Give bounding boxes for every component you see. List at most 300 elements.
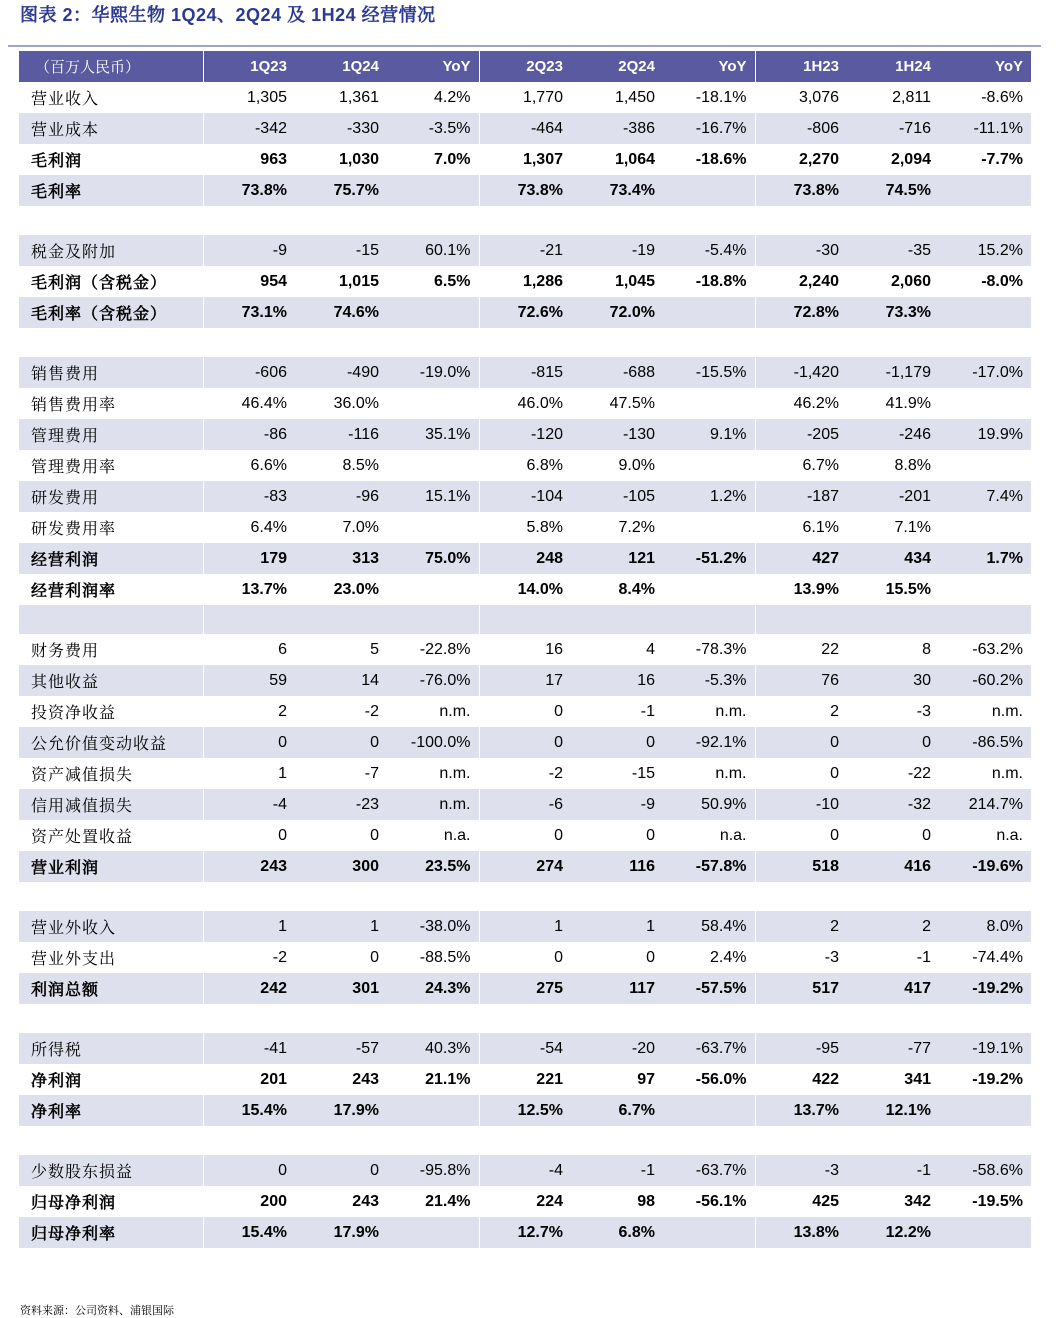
table-row: [19, 696, 1031, 727]
cell-value: n.a.: [387, 820, 479, 851]
table-row: [19, 388, 1031, 419]
cell-value: [939, 1095, 1031, 1126]
cell-value: [295, 328, 387, 357]
cell-value: [663, 1004, 755, 1033]
cell-value: 1,305: [246, 88, 287, 106]
cell-value: 1,286: [522, 272, 563, 290]
header-unit: （百万人民币）: [19, 51, 203, 82]
row-label: 销售费用: [19, 357, 203, 388]
cell-value: [387, 1126, 479, 1155]
cell-value: 46.4%: [241, 394, 287, 412]
cell-value: 0: [370, 826, 379, 844]
cell-value: 8.8%: [894, 456, 931, 474]
cell-value: -1,420: [755, 357, 847, 388]
cell-value: -10: [755, 789, 847, 820]
cell-value: -86: [203, 419, 295, 450]
header-1h23: 1H23: [755, 51, 847, 82]
cell-value: -15.5%: [663, 357, 755, 388]
cell-value: 15.5%: [885, 580, 931, 598]
table-row: [19, 665, 1031, 696]
row-label: 所得税: [19, 1033, 203, 1064]
table-row: [19, 297, 1031, 328]
cell-value: [479, 1126, 571, 1155]
cell-value: 15.4%: [203, 1095, 295, 1126]
cell-value: 1: [479, 911, 571, 942]
cell-value: 425: [812, 1192, 839, 1210]
cell-value: [387, 1217, 479, 1248]
cell-value: -21: [479, 235, 571, 266]
cell-value: 5: [370, 640, 379, 658]
cell-value: 6.1%: [802, 518, 839, 536]
cell-value: [755, 1126, 847, 1155]
cell-value: -18.8%: [663, 266, 755, 297]
cell-value: 0: [479, 727, 571, 758]
cell-value: 518: [755, 851, 847, 882]
cell-value: n.m.: [663, 696, 755, 727]
cell-value: [387, 1004, 479, 1033]
cell-value: -57.5%: [663, 973, 755, 1004]
cell-value: 73.3%: [847, 297, 939, 328]
row-label: 毛利润: [19, 144, 203, 175]
cell-value: [755, 882, 847, 911]
cell-value: 1,015: [338, 272, 379, 290]
cell-value: -3: [916, 702, 931, 720]
cell-value: 179: [203, 543, 295, 574]
table-row: [19, 727, 1031, 758]
cell-value: 46.0%: [517, 394, 563, 412]
table-row: [19, 266, 1031, 297]
table-row: [19, 144, 1031, 175]
spacer-row: [19, 1126, 1031, 1155]
cell-value: 2: [278, 702, 287, 720]
cell-value: -63.7%: [663, 1033, 755, 1064]
cell-value: 963: [260, 150, 287, 168]
spacer-row: [19, 328, 1031, 357]
cell-value: [663, 605, 755, 634]
cell-value: -35: [847, 235, 939, 266]
cell-value: 1: [571, 911, 663, 942]
spacer-row: [19, 1004, 1031, 1033]
cell-value: [755, 328, 847, 357]
cell-value: 6.5%: [387, 266, 479, 297]
row-label: 研发费用率: [19, 512, 203, 543]
cell-value: -2: [364, 702, 379, 720]
cell-value: 15.4%: [203, 1217, 295, 1248]
cell-value: -606: [203, 357, 295, 388]
source-note: 资料来源：公司资料、浦银国际: [20, 1305, 174, 1317]
cell-value: 73.8%: [479, 175, 571, 206]
cell-value: 224: [536, 1192, 563, 1210]
row-label: 投资净收益: [19, 696, 203, 727]
cell-value: 6.6%: [250, 456, 287, 474]
cell-value: -86.5%: [939, 727, 1031, 758]
cell-value: [571, 605, 663, 634]
cell-value: [571, 1126, 663, 1155]
cell-value: [295, 1004, 387, 1033]
cell-value: 73.8%: [755, 175, 847, 206]
cell-value: -19.0%: [387, 357, 479, 388]
cell-value: [203, 328, 295, 357]
cell-value: -1: [916, 948, 931, 966]
cell-value: 416: [847, 851, 939, 882]
cell-value: -76.0%: [387, 665, 479, 696]
cell-value: 248: [479, 543, 571, 574]
cell-value: [387, 605, 479, 634]
cell-value: 116: [571, 851, 663, 882]
cell-value: [939, 450, 1031, 481]
cell-value: 6.8%: [526, 456, 563, 474]
table-row: [19, 758, 1031, 789]
row-label: 经营利润: [19, 543, 203, 574]
header-2q23: 2Q23: [479, 51, 571, 82]
cell-value: -815: [479, 357, 571, 388]
cell-value: -22: [907, 764, 931, 782]
cell-value: [847, 1126, 939, 1155]
cell-value: [939, 882, 1031, 911]
cell-value: -20: [571, 1033, 663, 1064]
cell-value: 1: [203, 911, 295, 942]
table-row: [19, 512, 1031, 543]
cell-value: 1,361: [338, 88, 379, 106]
cell-value: -4: [479, 1155, 571, 1186]
cell-value: -2: [272, 948, 287, 966]
cell-value: [295, 206, 387, 235]
cell-value: 0: [295, 727, 387, 758]
cell-value: 341: [904, 1070, 931, 1088]
cell-value: 7.0%: [342, 518, 379, 536]
cell-value: -19.5%: [972, 1192, 1023, 1210]
row-label: 信用减值损失: [19, 789, 203, 820]
row-label: 管理费用率: [19, 450, 203, 481]
cell-value: -7: [364, 764, 379, 782]
cell-value: -8.0%: [981, 272, 1023, 290]
cell-value: [295, 882, 387, 911]
table-row: [19, 820, 1031, 851]
cell-value: [847, 882, 939, 911]
table-row: [19, 543, 1031, 574]
cell-value: -83: [203, 481, 295, 512]
cell-value: [571, 206, 663, 235]
cell-value: -30: [755, 235, 847, 266]
row-label: [19, 882, 203, 911]
row-label: [19, 1126, 203, 1155]
cell-value: 1: [278, 764, 287, 782]
cell-value: 36.0%: [333, 394, 379, 412]
cell-value: -1,179: [847, 357, 939, 388]
cell-value: 7.4%: [939, 481, 1031, 512]
cell-value: [939, 206, 1031, 235]
table-row: [19, 942, 1031, 973]
cell-value: 200: [260, 1192, 287, 1210]
spacer-row: [19, 206, 1031, 235]
cell-value: [939, 328, 1031, 357]
cell-value: -130: [571, 419, 663, 450]
cell-value: [295, 605, 387, 634]
cell-value: 342: [904, 1192, 931, 1210]
table-row: [19, 82, 1031, 113]
cell-value: 1,307: [522, 150, 563, 168]
row-label: 毛利率（含税金）: [19, 297, 203, 328]
cell-value: -7.7%: [981, 150, 1023, 168]
cell-value: 0: [203, 727, 295, 758]
cell-value: 60.1%: [387, 235, 479, 266]
cell-value: 1,770: [522, 88, 563, 106]
cell-value: [663, 1126, 755, 1155]
cell-value: -15: [295, 235, 387, 266]
cell-value: 73.1%: [203, 297, 295, 328]
table-row: [19, 235, 1031, 266]
cell-value: 2,270: [798, 150, 839, 168]
cell-value: 4.2%: [387, 82, 479, 113]
row-label: 净利润: [19, 1064, 203, 1095]
cell-value: [479, 605, 571, 634]
cell-value: 13.9%: [793, 580, 839, 598]
cell-value: 214.7%: [939, 789, 1031, 820]
cell-value: [479, 328, 571, 357]
row-label: 资产处置收益: [19, 820, 203, 851]
cell-value: -3: [824, 948, 839, 966]
cell-value: -19.2%: [939, 973, 1031, 1004]
row-label: 营业利润: [19, 851, 203, 882]
cell-value: 35.1%: [387, 419, 479, 450]
cell-value: [571, 328, 663, 357]
header-yoy-q2: YoY: [663, 51, 755, 82]
cell-value: 517: [755, 973, 847, 1004]
cell-value: 0: [554, 948, 563, 966]
cell-value: 13.7%: [241, 580, 287, 598]
cell-value: 74.5%: [847, 175, 939, 206]
cell-value: 1,045: [614, 272, 655, 290]
cell-value: [663, 1095, 755, 1126]
cell-value: [939, 1004, 1031, 1033]
row-label: 净利率: [19, 1095, 203, 1126]
cell-value: 3,076: [798, 88, 839, 106]
cell-value: 22: [821, 640, 839, 658]
cell-value: 16: [571, 665, 663, 696]
cell-value: [387, 328, 479, 357]
cell-value: 21.1%: [387, 1064, 479, 1095]
cell-value: [939, 512, 1031, 543]
cell-value: 2: [830, 702, 839, 720]
header-1q24: 1Q24: [295, 51, 387, 82]
cell-value: -74.4%: [972, 948, 1023, 966]
row-label: 营业外收入: [19, 911, 203, 942]
cell-value: -32: [847, 789, 939, 820]
cell-value: [663, 297, 755, 328]
cell-value: -330: [295, 113, 387, 144]
cell-value: [663, 388, 755, 419]
cell-value: -100.0%: [387, 727, 479, 758]
cell-value: [479, 1004, 571, 1033]
cell-value: -806: [755, 113, 847, 144]
cell-value: -490: [295, 357, 387, 388]
table-row: [19, 973, 1031, 1004]
cell-value: -19.2%: [972, 1070, 1023, 1088]
cell-value: [663, 574, 755, 605]
cell-value: 15.1%: [387, 481, 479, 512]
cell-value: -716: [847, 113, 939, 144]
cell-value: [663, 882, 755, 911]
cell-value: -105: [571, 481, 663, 512]
cell-value: 0: [554, 826, 563, 844]
cell-value: -77: [847, 1033, 939, 1064]
cell-value: 2,811: [892, 88, 931, 106]
cell-value: 0: [295, 1155, 387, 1186]
table-row: [19, 419, 1031, 450]
cell-value: 76: [755, 665, 847, 696]
cell-value: -2: [548, 764, 563, 782]
row-label: 经营利润率: [19, 574, 203, 605]
cell-value: [479, 206, 571, 235]
cell-value: [663, 175, 755, 206]
row-label: 公允价值变动收益: [19, 727, 203, 758]
cell-value: n.m.: [991, 764, 1023, 782]
row-label: 其他收益: [19, 665, 203, 696]
cell-value: 13.7%: [755, 1095, 847, 1126]
cell-value: 12.5%: [479, 1095, 571, 1126]
cell-value: [847, 328, 939, 357]
header-1h24: 1H24: [847, 51, 939, 82]
row-label: 毛利润（含税金）: [19, 266, 203, 297]
cell-value: -58.6%: [939, 1155, 1031, 1186]
cell-value: -22.8%: [387, 634, 479, 665]
cell-value: 15.2%: [939, 235, 1031, 266]
cell-value: 0: [554, 702, 563, 720]
cell-value: -5.4%: [663, 235, 755, 266]
cell-value: -95.8%: [387, 1155, 479, 1186]
cell-value: -19.1%: [939, 1033, 1031, 1064]
cell-value: 2: [755, 911, 847, 942]
cell-value: -51.2%: [663, 543, 755, 574]
row-label: 管理费用: [19, 419, 203, 450]
spacer-row: [19, 882, 1031, 911]
cell-value: 7.0%: [387, 144, 479, 175]
cell-value: -120: [479, 419, 571, 450]
row-label: 利润总额: [19, 973, 203, 1004]
cell-value: [387, 512, 479, 543]
cell-value: 8.4%: [618, 580, 655, 598]
cell-value: 1: [295, 911, 387, 942]
cell-value: 9.0%: [618, 456, 655, 474]
cell-value: [663, 512, 755, 543]
cell-value: 19.9%: [939, 419, 1031, 450]
cell-value: [939, 175, 1031, 206]
cell-value: [939, 574, 1031, 605]
header-row: [19, 51, 1031, 82]
cell-value: -464: [479, 113, 571, 144]
cell-value: -1: [847, 1155, 939, 1186]
cell-value: 5.8%: [526, 518, 563, 536]
table-row: [19, 1186, 1031, 1217]
cell-value: -187: [755, 481, 847, 512]
cell-value: -95: [755, 1033, 847, 1064]
cell-value: -8.6%: [981, 88, 1023, 106]
cell-value: -3: [755, 1155, 847, 1186]
cell-value: [663, 206, 755, 235]
cell-value: 75.7%: [295, 175, 387, 206]
cell-value: [847, 206, 939, 235]
row-label: 财务费用: [19, 634, 203, 665]
cell-value: 275: [479, 973, 571, 1004]
row-label: 资产减值损失: [19, 758, 203, 789]
cell-value: [295, 1126, 387, 1155]
cell-value: -5.3%: [663, 665, 755, 696]
table-row: [19, 574, 1031, 605]
cell-value: 0: [278, 826, 287, 844]
cell-value: 46.2%: [793, 394, 839, 412]
table-row: [19, 911, 1031, 942]
cell-value: 0: [847, 727, 939, 758]
row-label: 营业外支出: [19, 942, 203, 973]
cell-value: 0: [646, 826, 655, 844]
cell-value: 0: [755, 727, 847, 758]
cell-value: -41: [203, 1033, 295, 1064]
table-row: [19, 175, 1031, 206]
cell-value: [387, 297, 479, 328]
figure-title: 图表 2：华熙生物 1Q24、2Q24 及 1H24 经营情况: [20, 5, 436, 25]
table-row: [19, 357, 1031, 388]
cell-value: [663, 1217, 755, 1248]
cell-value: n.m.: [387, 758, 479, 789]
row-label: [19, 328, 203, 357]
cell-value: 954: [260, 272, 287, 290]
row-label: 销售费用率: [19, 388, 203, 419]
cell-value: [387, 450, 479, 481]
cell-value: [847, 1004, 939, 1033]
cell-value: -1: [640, 702, 655, 720]
cell-value: 1,064: [614, 150, 655, 168]
cell-value: [387, 574, 479, 605]
cell-value: [755, 1004, 847, 1033]
cell-value: -386: [571, 113, 663, 144]
cell-value: n.m.: [387, 789, 479, 820]
cell-value: [203, 1004, 295, 1033]
cell-value: 72.8%: [755, 297, 847, 328]
spacer-row: [19, 605, 1031, 634]
table-row: [19, 1095, 1031, 1126]
cell-value: -60.2%: [939, 665, 1031, 696]
cell-value: -342: [203, 113, 295, 144]
table-row: [19, 1217, 1031, 1248]
cell-value: 0: [370, 948, 379, 966]
cell-value: 13.8%: [755, 1217, 847, 1248]
cell-value: [755, 605, 847, 634]
cell-value: 14.0%: [517, 580, 563, 598]
row-label: 营业成本: [19, 113, 203, 144]
cell-value: 2: [847, 911, 939, 942]
cell-value: -78.3%: [663, 634, 755, 665]
row-label: 研发费用: [19, 481, 203, 512]
table-row: [19, 113, 1031, 144]
cell-value: 59: [203, 665, 295, 696]
cell-value: -18.6%: [663, 144, 755, 175]
cell-value: [203, 882, 295, 911]
cell-value: [203, 605, 295, 634]
cell-value: n.m.: [663, 758, 755, 789]
row-label: 归母净利率: [19, 1217, 203, 1248]
cell-value: 0: [571, 727, 663, 758]
cell-value: 6.4%: [250, 518, 287, 536]
row-label: [19, 206, 203, 235]
table-row: [19, 450, 1031, 481]
cell-value: [939, 388, 1031, 419]
row-label: [19, 1004, 203, 1033]
cell-value: 7.2%: [618, 518, 655, 536]
cell-value: -688: [571, 357, 663, 388]
cell-value: 97: [637, 1070, 655, 1088]
cell-value: 14: [295, 665, 387, 696]
cell-value: 8: [922, 640, 931, 658]
